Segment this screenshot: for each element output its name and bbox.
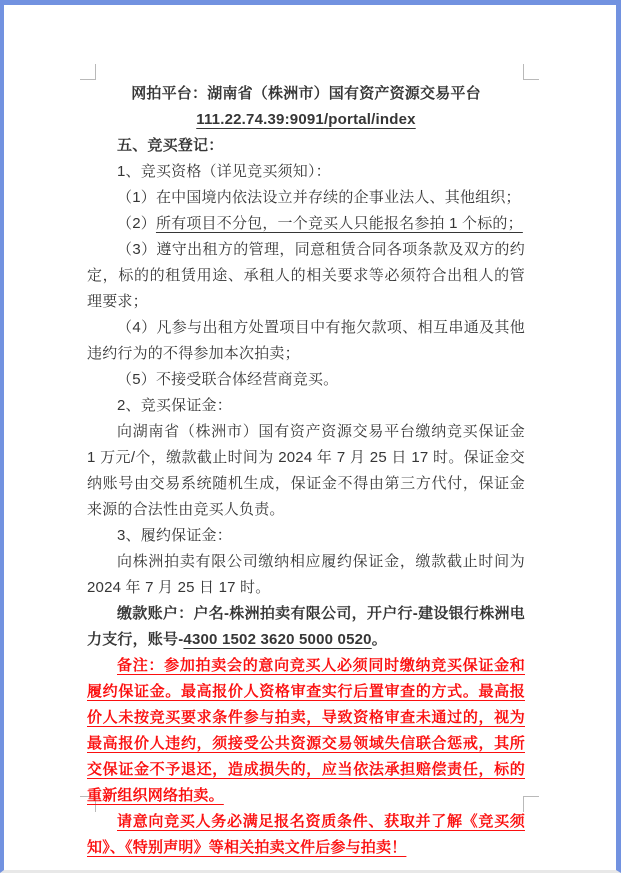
text-boundary-mark-bottom-right xyxy=(523,796,539,812)
qualification-item-2-prefix: （2） xyxy=(117,215,156,232)
payment-account-number: 4300 1502 3620 5000 0520 xyxy=(183,631,372,648)
bid-deposit-body: 向湖南省（株洲市）国有资产资源交易平台缴纳竞买保证金 1 万元/个，缴款截止时间为 2024 年 7 月 25 日 17 时。保证金交纳账号由交易系统随机生成，保证金不得由第三方代付，保证金来源的合法性由竞买人负责。 xyxy=(87,423,525,518)
section-heading: 五、竞买登记： xyxy=(117,137,224,154)
platform-url: 111.22.74.39:9091/portal/index xyxy=(196,111,416,128)
qualification-heading: 1、竞买资格（详见竞买须知）： xyxy=(117,163,331,180)
qualification-item-2-underlined: 所有项目不分包，一个竞买人只能报名参拍 1 个标的； xyxy=(155,215,523,232)
remark-warning: 备注：参加拍卖会的意向竞买人必须同时缴纳竞买保证金和履约保证金。最高报价人资格审查实行后置审查的方式。最高报价人未按竞买要求条件参与拍卖，导致资格审查未通过的，视为最高报价人违约，须接受公共资源交易领域失信联合惩戒，其所交保证金不予退还，造成损失的，应当依法承担赔偿责任，标的重新组织网络拍卖。 xyxy=(87,657,525,804)
performance-deposit-body: 向株洲拍卖有限公司缴纳相应履约保证金，缴款截止时间为 2024 年 7 月 25 日 17 时。 xyxy=(87,553,525,596)
text-boundary-mark-top-left xyxy=(80,64,96,80)
payment-account-line xyxy=(87,601,525,653)
qualification-item-1: （1）在中国境内依法设立并存续的企事业法人、其他组织； xyxy=(117,189,521,206)
text-boundary-mark-top-right xyxy=(523,64,539,80)
payment-account-suffix: 。 xyxy=(371,631,387,648)
platform-line: 网拍平台：湖南省（株洲市）国有资产资源交易平台 xyxy=(131,85,481,102)
document-page xyxy=(4,5,616,870)
qualification-item-4: （4）凡参与出租方处置项目中有拖欠款项、相互串通及其他违约行为的不得参加本次拍卖； xyxy=(87,319,525,362)
performance-deposit-heading: 3、履约保证金： xyxy=(117,527,232,544)
document-body xyxy=(87,81,525,861)
qualification-item-5: （5）不接受联合体经营商竞买。 xyxy=(117,371,339,388)
bid-deposit-heading: 2、竞买保证金： xyxy=(117,397,232,414)
final-notice-warning: 请意向竞买人务必满足报名资质条件、获取并了解《竞买须知》、《特别声明》等相关拍卖文件后参与拍卖！ xyxy=(87,813,525,856)
payment-account-prefix: 缴款账户：户名-株洲拍卖有限公司，开户行-建设银行株洲电力支行，账号- xyxy=(87,605,525,648)
qualification-item-2 xyxy=(87,211,525,237)
qualification-item-3: （3）遵守出租方的管理，同意租赁合同各项条款及双方的约定，标的的租赁用途、承租人的相关要求等必须符合出租人的管理要求； xyxy=(87,241,525,310)
platform-url-line xyxy=(87,107,525,133)
